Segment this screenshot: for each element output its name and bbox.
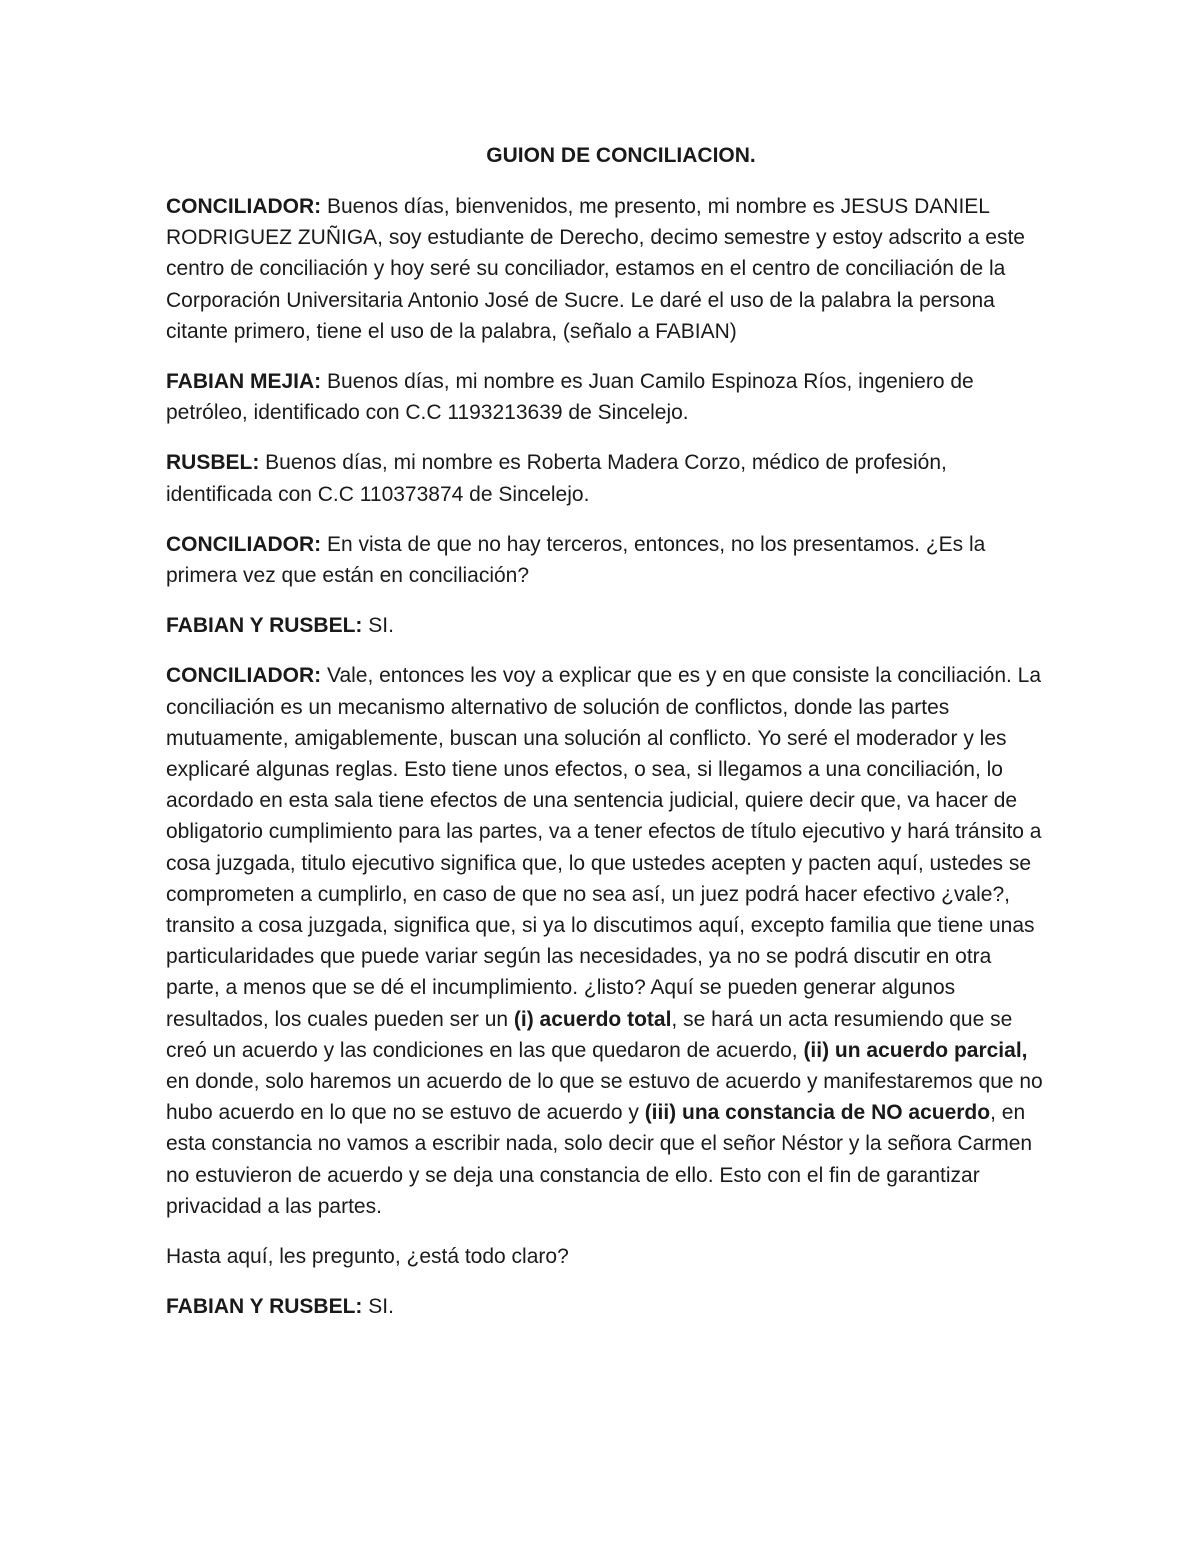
speaker-label: FABIAN Y RUSBEL: (166, 614, 363, 638)
dialogue-paragraph (166, 1241, 1046, 1272)
dialogue-text: Hasta aquí, les pregunto, ¿está todo claro? (166, 1245, 569, 1269)
speaker-label: FABIAN Y RUSBEL: (166, 1295, 363, 1319)
dialogue-text: SI. (362, 1295, 394, 1319)
dialogue-paragraph (166, 529, 1046, 591)
dialogue-text: En vista de que no hay terceros, entonces, no los presentamos. ¿Es la primera vez que están en conciliación? (166, 532, 986, 588)
dialogue-text: Buenos días, bienvenidos, me presento, mi nombre es JESUS DANIEL RODRIGUEZ ZUÑIGA, soy estudiante de Derecho, decimo semestre y estoy adscrito a este centro de conciliación y hoy seré su conciliador, estamos en el centro de conciliación de la Corporación Universitaria Antonio José de Sucre. Le daré el uso de la palabra la persona citante primero, tiene el uso de la palabra, (señalo a FABIAN) (166, 195, 1025, 343)
speaker-label: CONCILIADOR: (166, 195, 322, 218)
dialogue-paragraph (166, 366, 1046, 428)
dialogue-text: , en esta constancia no vamos a escribir nada, solo decir que el señor Néstor y la señora Carmen no estuvieron de acuerdo y se deja una constancia de ello. Esto con el fin de garantizar privacidad a las partes. (166, 1101, 1033, 1218)
dialogue-paragraph (166, 610, 1046, 641)
speaker-label: CONCILIADOR: (166, 664, 322, 688)
document-title: GUION DE CONCILIACION. (486, 144, 756, 167)
dialogue-paragraph (166, 1291, 1046, 1322)
dialogue-text: Buenos días, mi nombre es Juan Camilo Espinoza Ríos, ingeniero de petróleo, identificado con C.C 1193213639 de Sincelejo. (166, 370, 974, 425)
speaker-label: FABIAN MEJIA: (166, 370, 322, 394)
dialogue-text: en donde, solo haremos un acuerdo de lo que se estuvo de acuerdo y manifestaremos que no hubo acuerdo en lo que no se estuvo de acuerdo y (166, 1070, 1043, 1125)
speaker-label: RUSBEL: (166, 451, 260, 475)
dialogue-paragraph (166, 660, 1046, 1222)
dialogue-paragraph (166, 191, 1046, 347)
dialogue-text: Vale, entonces les voy a explicar que es y en que consiste la conciliación. La conciliación es un mecanismo alternativo de solución de conflictos, donde las partes mutuamente, amigablemente, buscan una solución al conflicto. Yo seré el moderador y les explicaré algunas reglas. Esto tiene unos efectos, o sea, si llegamos a una conciliación, lo acordado en esta sala tiene efectos de una sentencia judicial, quiere decir que, va hacer de obligatorio cumplimiento para las partes, va a tener efectos de título ejecutivo y hará tránsito a cosa juzgada, titulo ejecutivo significa que, lo que ustedes acepten y pacten aquí, ustedes se comprometen a cumplirlo, en caso de que no sea así, un juez podrá hacer efectivo ¿vale?, transito a cosa juzgada, significa que, si ya lo discutimos aquí, excepto familia que tiene unas particularidades que puede variar según las necesidades, ya no se podrá discutir en otra parte, a menos que se dé el incumplimiento. ¿listo? Aquí se pueden generar algunos resultados, los cuales pueden ser un (166, 664, 1042, 1031)
dialogue-text: SI. (362, 614, 394, 638)
document-page (166, 140, 1046, 1342)
result-term-total-agreement: (i) acuerdo total (513, 1007, 672, 1031)
result-term-partial-agreement: (ii) un acuerdo parcial, (803, 1038, 1028, 1062)
dialogue-text: , se hará un acta resumiendo que se creó un acuerdo y las condiciones en las que quedaron de acuerdo, (166, 1007, 1013, 1062)
speaker-label: CONCILIADOR: (166, 532, 322, 556)
dialogue-text: Buenos días, mi nombre es Roberta Madera Corzo, médico de profesión, identificada con C.C 110373874 de Sincelejo. (166, 451, 947, 506)
result-term-no-agreement: (iii) una constancia de NO acuerdo (644, 1101, 991, 1125)
dialogue-paragraph (166, 447, 1046, 509)
